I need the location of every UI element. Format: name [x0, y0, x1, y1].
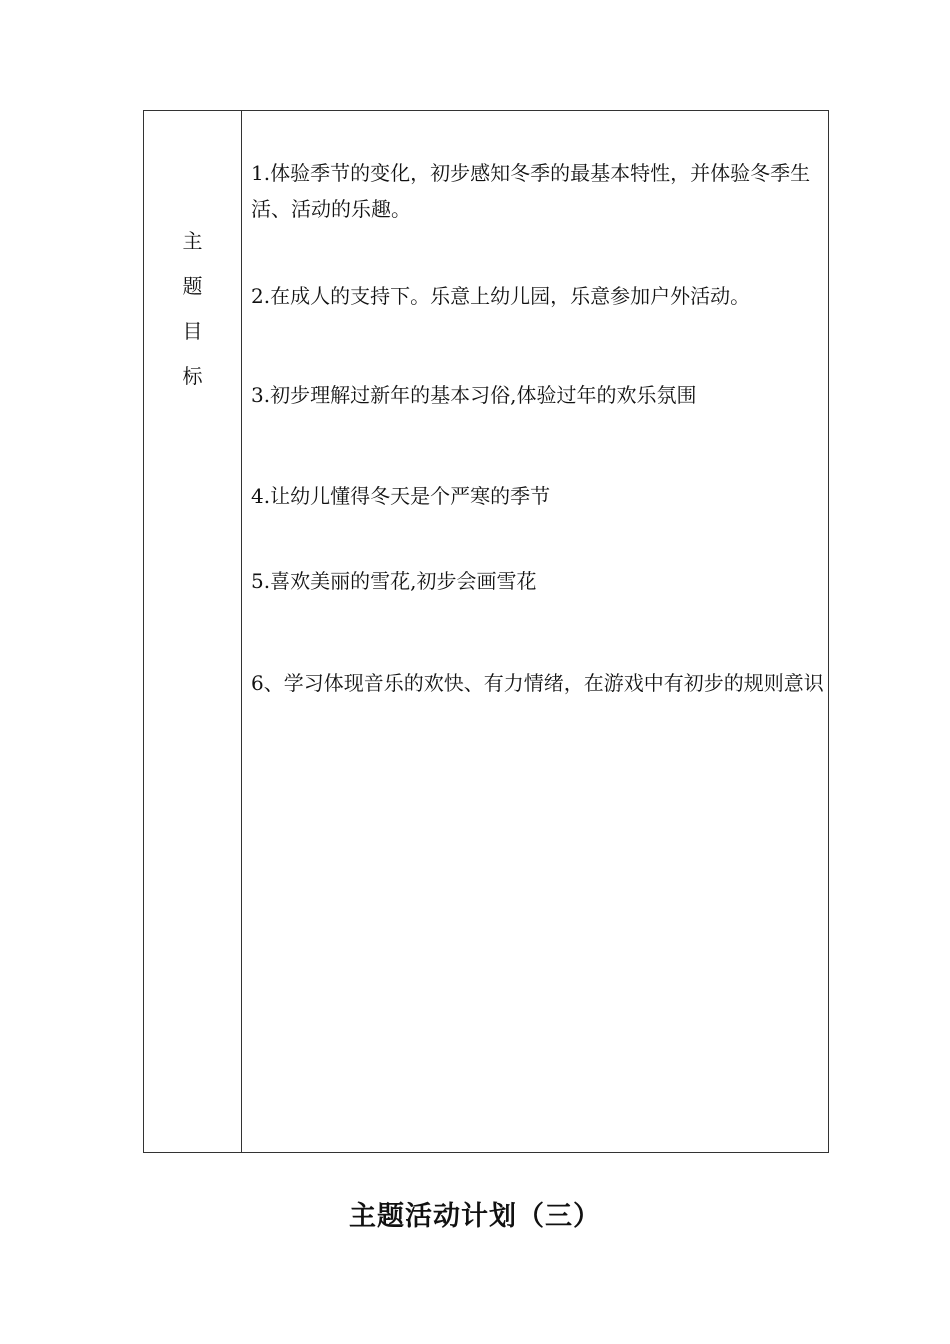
goal-item-3: 3.初步理解过新年的基本习俗,体验过年的欢乐氛围 — [251, 383, 697, 407]
goal-item-6: 6、学习体现音乐的欢快、有力情绪，在游戏中有初步的规则意识 — [251, 671, 824, 695]
label-text — [144, 219, 241, 399]
label-char: 题 — [182, 274, 203, 298]
goal-item-4: 4.让幼儿懂得冬天是个严寒的季节 — [251, 484, 551, 508]
goal-item-2: 2.在成人的支持下。乐意上幼儿园，乐意参加户外活动。 — [251, 284, 751, 308]
goal-item-1: 1.体验季节的变化，初步感知冬季的最基本特性，并体验冬季生活、活动的乐趣。 — [251, 161, 811, 221]
goals-table — [143, 110, 829, 1153]
page-title: 主题活动计划（三） — [349, 1201, 601, 1232]
label-char: 目 — [182, 319, 203, 343]
goals-cell — [242, 111, 828, 1152]
label-cell — [144, 111, 242, 1152]
goal-item-5: 5.喜欢美丽的雪花,初步会画雪花 — [251, 569, 537, 593]
label-char: 主 — [182, 229, 203, 253]
label-char: 标 — [182, 364, 203, 388]
